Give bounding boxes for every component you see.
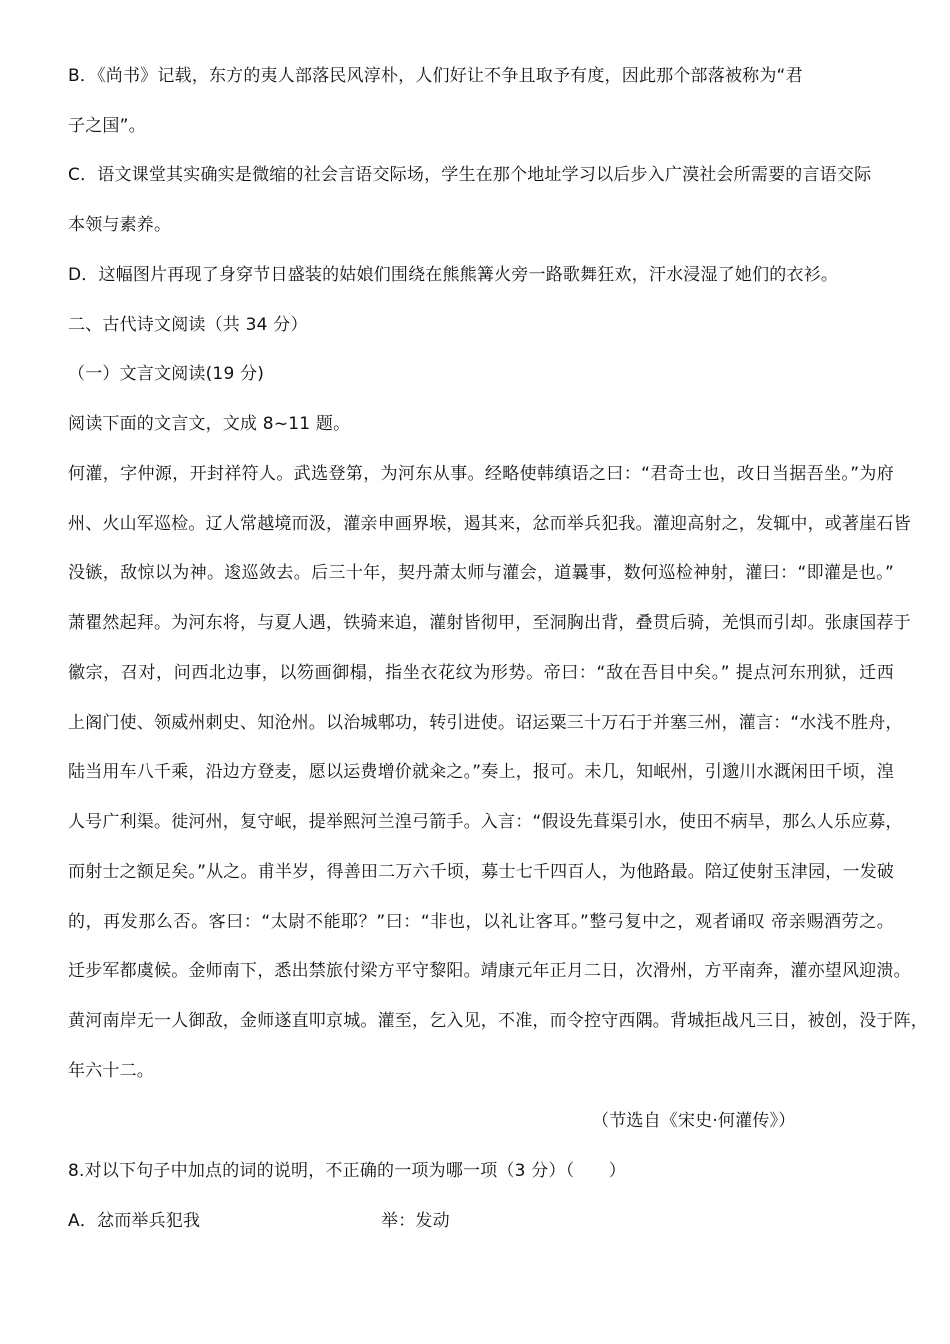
passage-line: 州、火山军巡检。辽人常越境而汲，灌亲申画界堠，遏其来，忿而举兵犯我。灌迎高射之，发辄中，或著崖石皆: [68, 514, 911, 534]
passage-line: 的，再发那么否。客曰：“太尉不能耶？”曰：“非也，以礼让客耳。”整弓复中之，观者诵叹 帝亲赐酒劳之。: [68, 912, 894, 932]
option-b-line-2: 子之国”。: [68, 116, 146, 136]
option-c-line-2: 本领与素养。: [68, 215, 172, 235]
passage-line: 人号广利渠。徙河州，复守岷，提举熙河兰湟弓箭手。入言：“假设先葺渠引水，使田不病旱，那么人乐应募，: [68, 812, 903, 832]
option-d-line: D．这幅图片再现了身穿节日盛装的姑娘们围绕在熊熊篝火旁一路歌舞狂欢，汗水浸湿了她们的衣衫。: [68, 265, 839, 285]
option-b-line-1: B．《尚书》记载，东方的夷人部落民风淳朴，人们好让不争且取予有度，因此那个部落被称为“君: [68, 66, 803, 86]
passage-line: 萧瞿然起拜。为河东将，与夏人遇，铁骑来追，灌射皆彻甲，至洞胸出背，叠贯后骑，羌惧而引却。张康国荐于: [68, 613, 911, 633]
passage-source: （节选自《宋史·何灌传》）: [592, 1111, 796, 1131]
passage-line: 陆当用车八千乘，沿边方登麦，愿以运费增价就籴之。”奏上，报可。未几，知岷州，引邈川水溉闲田千顷，湟: [68, 762, 895, 782]
passage-line: 徽宗，召对，问西北边事，以笏画御榻，指坐衣花纹为形势。帝曰：“敌在吾目中矣。” 提点河东刑狱，迁西: [68, 663, 894, 683]
passage-line: 年六十二。: [68, 1061, 154, 1081]
question-8-option-a-sentence: A．忿而举兵犯我: [68, 1211, 201, 1231]
subsection-heading: （一）文言文阅读(19 分): [68, 364, 265, 384]
question-8-option-a-explanation: 举：发动: [381, 1211, 450, 1231]
instruction-text: 阅读下面的文言文，文成 8~11 题。: [68, 414, 351, 434]
section-heading: 二、古代诗文阅读（共 34 分）: [68, 315, 308, 335]
passage-line: 何灌，字仲源，开封祥符人。武选登第，为河东从事。经略使韩缜语之曰：“君奇士也，改日当据吾坐。”为府: [68, 464, 894, 484]
passage-line: 没镞，敌惊以为神。逡巡敛去。后三十年，契丹萧太师与灌会，道曩事，数何巡检神射，灌曰：“即灌是也。”: [68, 563, 894, 583]
passage-line: 迁步军都虞候。金师南下，悉出禁旅付梁方平守黎阳。靖康元年正月二日，次滑州，方平南奔，灌亦望风迎溃。: [68, 961, 911, 981]
passage-line: 而射士之额足矣。”从之。甫半岁，得善田二万六千顷，募士七千四百人，为他路最。陪辽使射玉津园，一发破: [68, 862, 895, 882]
passage-line: 上阁门使、领威州刺史、知沧州。以治城郫功，转引进使。诏运粟三十万石于并塞三州，灌言：“水浅不胜舟，: [68, 713, 903, 733]
option-c-line-1: C．语文课堂其实确实是微缩的社会言语交际场，学生在那个地址学习以后步入广漠社会所需要的言语交际: [68, 165, 872, 185]
question-8-stem: 8.对以下句子中加点的词的说明，不正确的一项为哪一项（3 分）（ ）: [68, 1161, 626, 1181]
passage-line: 黄河南岸无一人御敌，金师遂直叩京城。灌至，乞入见，不准，而令控守西隅。背城拒战凡三日，被创，没于阵，: [68, 1011, 928, 1031]
